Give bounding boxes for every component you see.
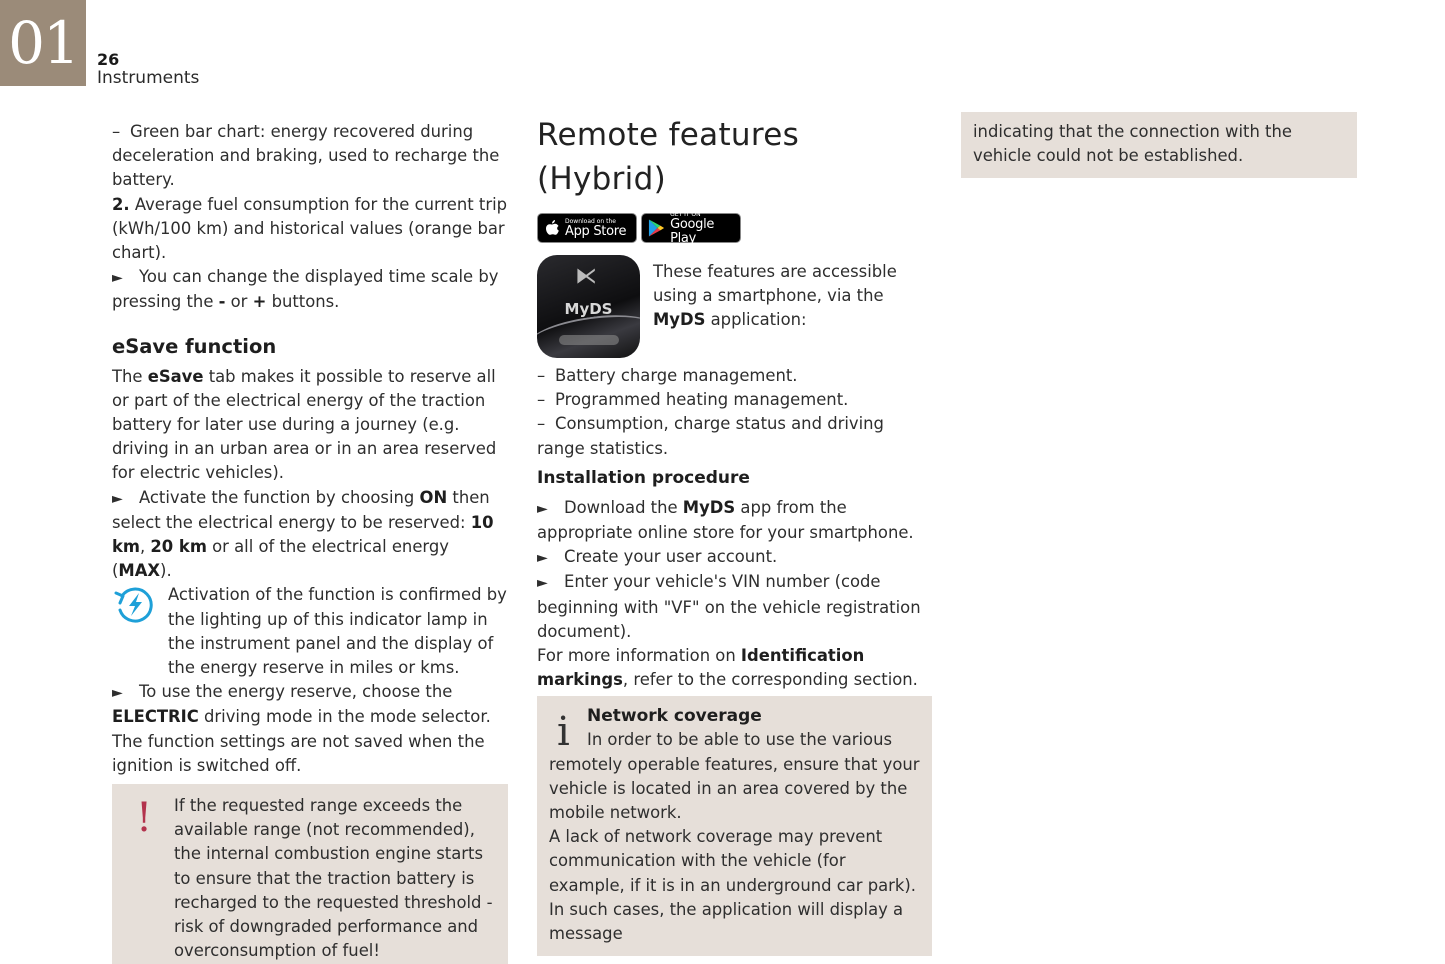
features-list [537,364,932,461]
network-coverage-continuation: indicating that the connection with the vehicle could not be established. [961,112,1357,178]
use-reserve-instruction: ► To use the energy reserve, choose the ELECTRIC driving mode in the mode selector. [112,682,491,727]
column-3 [961,112,1357,178]
feature-item: – Battery charge management. [537,366,798,385]
esave-heading: eSave function [112,334,277,358]
feature-item: – Programmed heating management. [537,390,849,410]
chapter-tab [0,0,86,86]
installation-heading: Installation procedure [537,467,750,488]
warning-text: If the requested range exceeds the available range (not recommended), the internal combustion engine starts to ensure that the traction battery is recharged to the requested threshold - risk of downgraded performance and overconsumption of fuel! [174,796,493,961]
arrow-bullet-icon: ► [112,685,123,702]
arrow-bullet-icon: ► [112,490,123,507]
dash-bullet: – [112,122,121,141]
install-step-1: ► Download the MyDS app from the appropriate online store for your smartphone. [537,497,914,543]
network-text-1: In order to be able to use the various remotely operable features, ensure that your vehicle is located in an area covered by the mobile network. [549,730,920,823]
activate-instruction: ► Activate the function by choosing ON then select the electrical energy to be reserved: 10 km, 20 km or all of the electrical energy (MAX). [112,487,494,581]
section-name: Instruments [97,68,200,88]
ds-logo-icon: ⧔ [575,264,597,289]
app-intro [537,255,932,358]
settings-note: The function settings are not saved when the ignition is switched off. [112,731,485,775]
install-step-2: ► Create your user account. [537,545,932,570]
arrow-bullet-icon: ► [537,550,548,567]
app-store-badge[interactable]: Download on the App Store [537,213,637,243]
myds-app-icon: ⧔ MyDS [537,255,640,358]
column-1 [112,120,508,964]
remote-features-title: Remote features (Hybrid) [537,117,800,197]
info-icon: i [557,709,570,756]
warning-exclamation-icon: ! [136,795,153,842]
arrow-bullet-icon: ► [112,270,123,287]
esave-indicator-icon [112,584,158,624]
install-step-3: ► Enter your vehicle's VIN number (code beginning with "VF" on the vehicle registration document). [537,572,921,641]
apple-icon [544,219,560,237]
chapter-number: 01 [8,9,78,77]
item-2: 2. Average fuel consumption for the current trip (kWh/100 km) and historical values (orange bar chart). [112,194,508,263]
timescale-instruction: ► You can change the displayed time scale by pressing the - or + buttons. [112,267,499,312]
arrow-bullet-icon: ► [537,500,548,517]
indicator-confirmation: Activation of the function is confirmed by the lighting up of this indicator lamp in the instrument panel and the display of the energy reserve in miles or kms. [112,583,508,680]
network-coverage-box [537,696,932,956]
identification-markings-link[interactable]: Identification markings [537,646,865,690]
app-description: These features are accessible using a smartphone, via the MyDS application: [653,262,897,330]
store-badges [537,210,932,246]
esave-description: The eSave tab makes it possible to reserve all or part of the electrical energy of the traction battery for later use during a journey (e.g. driving in an urban area or in an area reserved for electric vehicles). [112,366,497,483]
green-bar-item: – Green bar chart: energy recovered during deceleration and braking, used to recharge the battery. [112,122,500,190]
page-number: 26 [97,50,120,69]
more-info: For more information on Identification markings, refer to the corresponding section. [537,646,918,690]
column-2 [537,113,932,956]
feature-item: – Consumption, charge status and driving range statistics. [537,414,884,458]
network-heading: Network coverage [587,706,762,727]
arrow-bullet-icon: ► [537,575,548,592]
google-play-icon [648,218,665,238]
network-text-2: A lack of network coverage may prevent communication with the vehicle (for example, if it is in an underground car park). In such cases, the application will display a message [549,827,916,944]
google-play-badge[interactable]: GET IT ON Google Play [641,213,741,243]
warning-box [112,784,508,964]
